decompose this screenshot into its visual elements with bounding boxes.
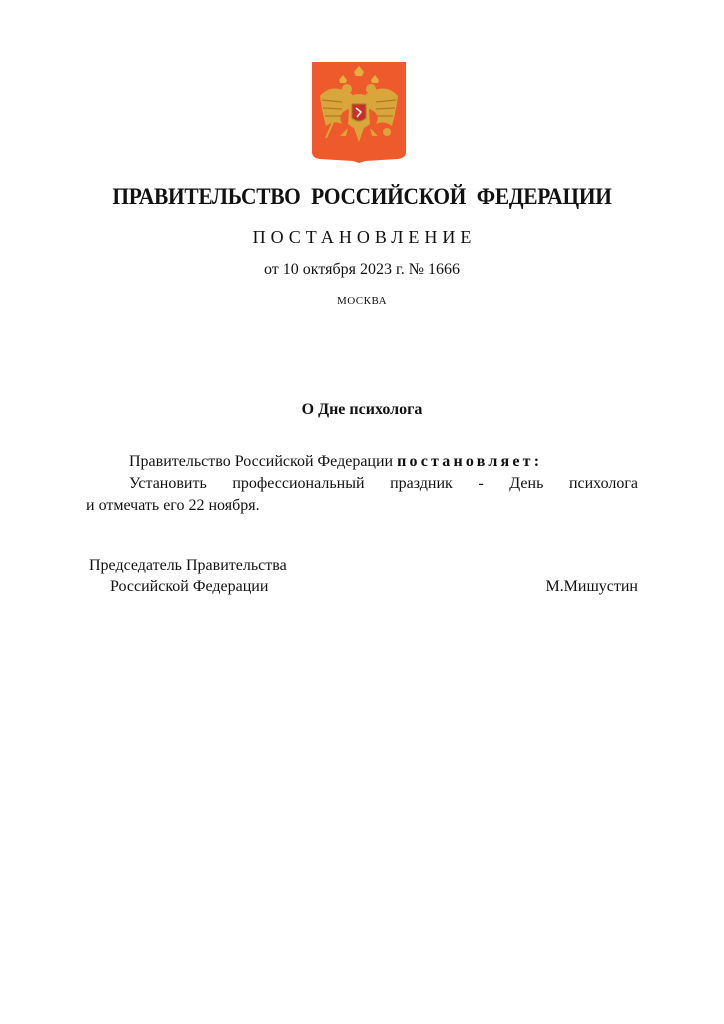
document-subject: О Дне психолога [301,401,423,418]
decree-text-line-1: Установить профессиональный праздник - День психолога [129,475,638,492]
signatory-position-line-1: Председатель Правительства [89,557,287,574]
signatory-position-line-2: Российской Федерации [110,578,269,595]
document-body [86,451,638,517]
document-date-number: от 10 октября 2023 г. № 1666 [263,261,460,278]
document-city: МОСКВА [336,295,388,307]
document-type: ПОСТАНОВЛЕНИЕ [252,227,477,247]
signatory-name: М.Мишустин [545,578,638,595]
government-title: ПРАВИТЕЛЬСТВО РОССИЙСКОЙ ФЕДЕРАЦИИ [112,184,612,209]
coat-of-arms-icon [312,62,406,163]
decree-word: постановляет: [397,453,543,470]
decree-intro: Правительство Российской Федерации [129,453,398,470]
decree-paragraph [86,451,638,473]
decree-text-line-2: и отмечать его 22 ноября. [86,497,260,514]
